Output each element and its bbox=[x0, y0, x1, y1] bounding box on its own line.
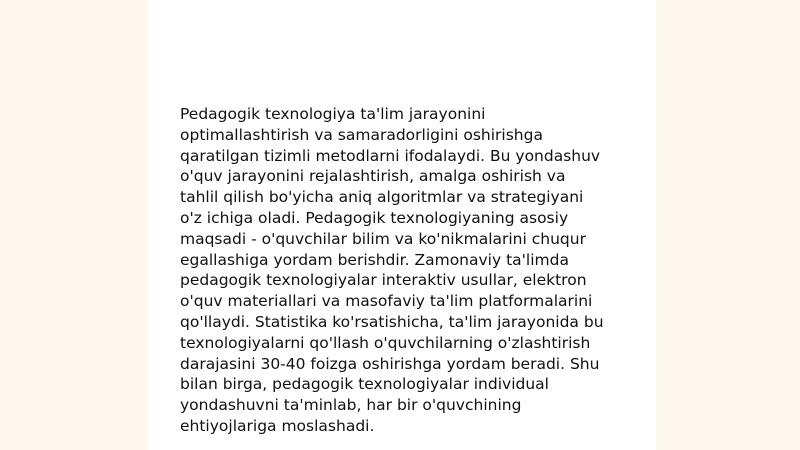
body-paragraph: Pedagogik texnologiya ta'lim jarayonini optimallashtirish va samaradorligini oshirishga qaratilgan tizimli metodlarni ifodalaydi. Bu yondashuv o'quv jarayonini rejalashtirish, amalga oshirish va tahlil qilish bo'yicha aniq algoritmlar va strategiyani o'z ichiga oladi. Pedagogik texnologiyaning asosiy maqsadi - o'quvchilar bilim va ko'nikmalarini chuqur egallashiga yordam berishdir. Zamonaviy ta'limda pedagogik texnologiyalar interaktiv usullar, elektron o'quv materiallari va masofaviy ta'lim platformalarini qo'llaydi. Statistika ko'rsatishicha, ta'lim jarayonida bu texnologiyalarni qo'llash o'quvchilarning o'zlashtirish darajasini 30-40 foizga oshirishga yordam beradi. Shu bilan birga, pedagogik texnologiyalar individual yondashuvni ta'minlab, har bir o'quvchining ehtiyojlariga moslashadi. bbox=[180, 105, 604, 435]
document-page bbox=[148, 0, 656, 450]
